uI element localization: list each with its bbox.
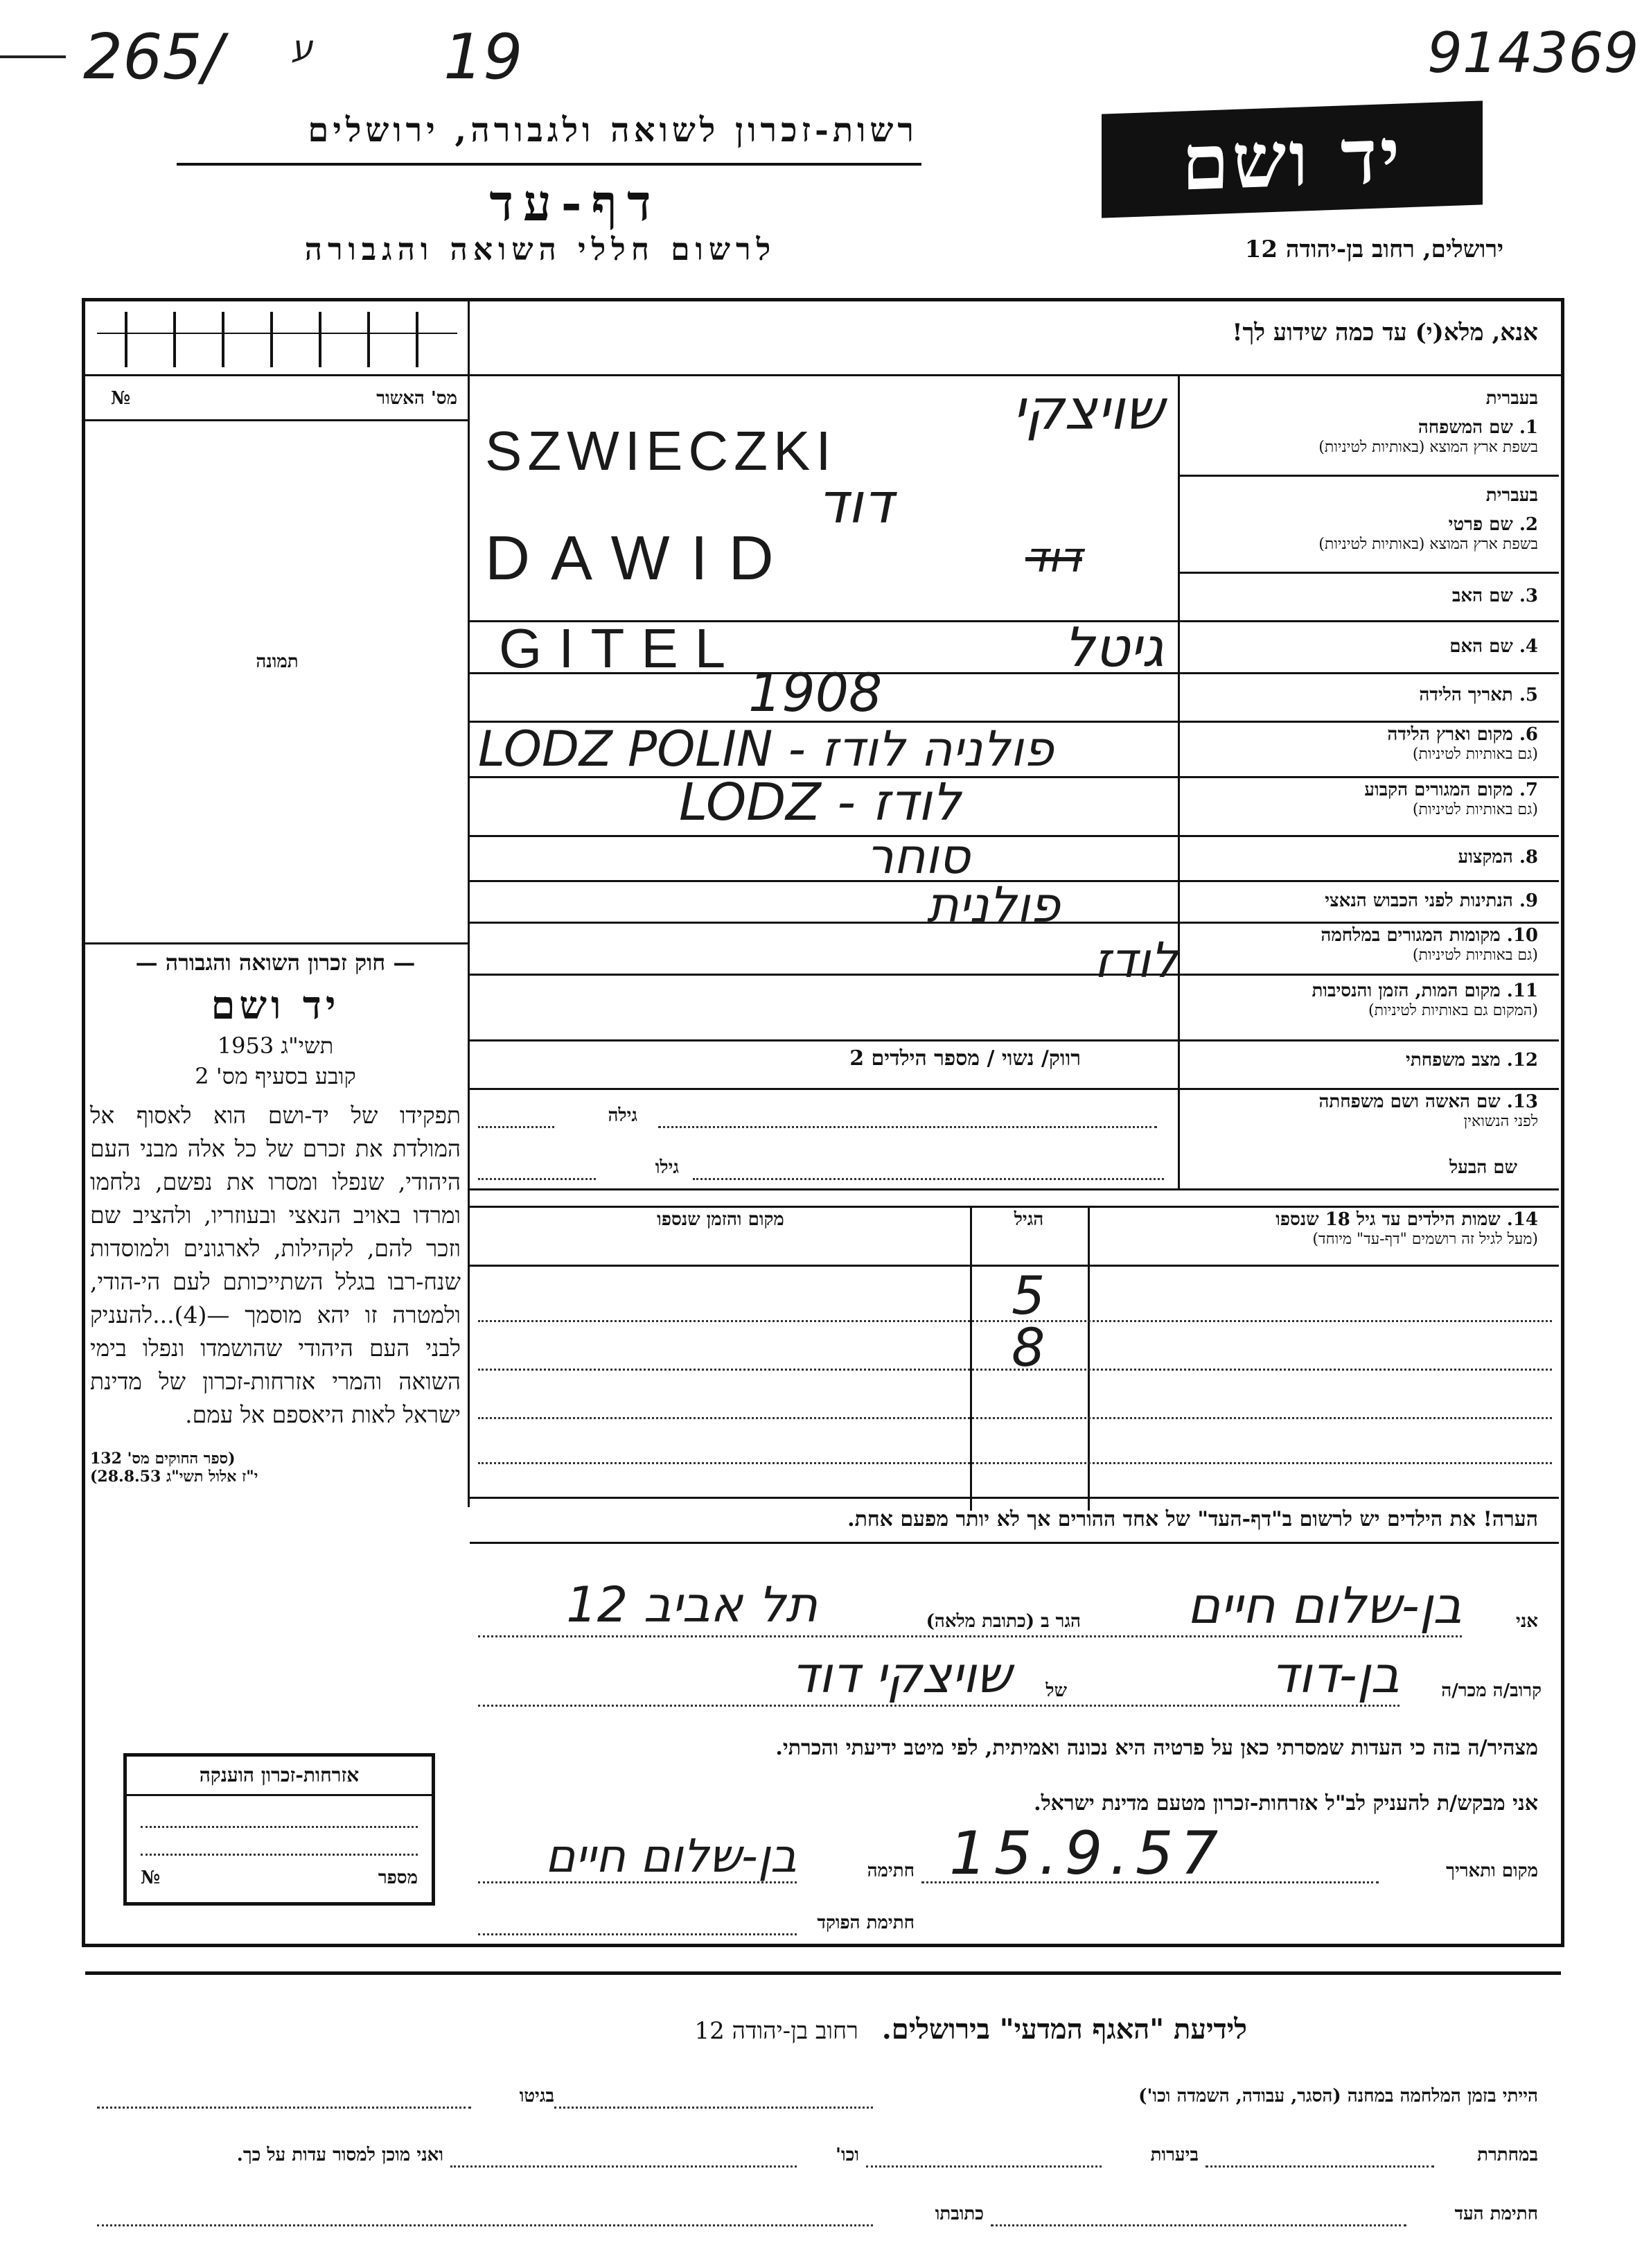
field-5-label: 5. תאריך הלידה (1419, 685, 1538, 705)
field-1-num: 1. (1519, 417, 1538, 438)
field-7-label: 7. מקום המגורים הקבוע (גם באותיות לטיניות) (1364, 780, 1538, 818)
decl-signature-value[interactable]: בן-שלום חיים (545, 1829, 797, 1883)
decl-subject-value[interactable]: שויצקי דוד (791, 1646, 1012, 1704)
field-2-value-latin[interactable]: DAWID (485, 524, 795, 593)
husband-name-line (693, 1178, 1164, 1180)
field-13-label: 13. שם האשה ושם משפחתה לפני הנשואין (1318, 1091, 1538, 1130)
row-line-1 (1178, 475, 1559, 477)
decl-clerk-line (478, 1933, 797, 1935)
row-line-14 (470, 1206, 1559, 1208)
field-6-label: 6. מקום וארץ הלידה (גם באותיות לטיניות) (1387, 724, 1538, 763)
field-7-value[interactable]: LODZ - לודז (679, 773, 961, 832)
field-1-sub: בשפת ארץ המוצא (באותיות לטיניות) (1318, 439, 1538, 456)
yad-vashem-logo (1102, 100, 1483, 218)
husband-age-line (478, 1178, 596, 1180)
law-section: קובע בסעיף מס' 2 (195, 1063, 356, 1089)
authority-title: רשות-זכרון לשואה ולגבורה, ירושלים (308, 111, 918, 150)
children-row-4 (478, 1462, 1552, 1464)
header-address: ירושלים, רחוב בן-יהודה 12 (1244, 236, 1503, 263)
field-1-hebrew-tag: בעברית (1485, 388, 1538, 409)
footer-line3-b: כתובתו (935, 2204, 984, 2224)
footer-line2-dot-a (1206, 2165, 1434, 2168)
footer-line1-dot-a (554, 2107, 873, 2109)
footer-line3-dot-b (97, 2224, 873, 2226)
children-label: 14. שמות הילדים עד גיל 18 שנספו (מעל לגיל זה רושמים "דף-עד" מיוחד) (1275, 1209, 1538, 1248)
wife-age-label: גילה (608, 1105, 637, 1126)
logo-text: יד ושם (1181, 110, 1403, 208)
label-column-divider (1178, 374, 1180, 1188)
receipt-row-bottom (85, 419, 470, 421)
children-place-header: מקום והזמן שנספו (657, 1209, 784, 1230)
children-row-3 (478, 1417, 1552, 1419)
children-age-header: הגיל (1014, 1209, 1044, 1230)
citizenship-no-sign: № (141, 1867, 161, 1888)
footer-line2-b: ביערות (1150, 2145, 1199, 2165)
field-2-value-extra[interactable]: דוד (1025, 534, 1082, 582)
field-9-label: 9. הנתינות לפני הכבוש הנאצי (1325, 890, 1538, 911)
row-line-11 (470, 1039, 1559, 1041)
annotation-top-mid: 19 (443, 21, 523, 94)
field-3-label: 3. שם האב (1451, 586, 1538, 606)
note-row-top (470, 1497, 1559, 1499)
field-1-title: שם המשפחה (1418, 417, 1513, 438)
citizenship-number: מספר (378, 1867, 418, 1888)
footer-title-text: לידיעת "האגף המדעי" בירושלים. (881, 2013, 1247, 2046)
decl-line-1 (478, 1635, 1462, 1637)
decl-date-line (921, 1881, 1379, 1883)
footer-title (485, 2013, 1247, 2046)
decl-residing: הגר ב (כתובת מלאה) (926, 1611, 1081, 1632)
decl-clerk-label: חתימת הפוקד (817, 1913, 915, 1933)
annotation-dash (0, 55, 66, 58)
row-line-13 (470, 1188, 1559, 1190)
row-line-2 (1178, 572, 1559, 574)
decl-of-value[interactable]: בן-דוד (1271, 1646, 1400, 1704)
decl-request: אני מבקש/ת להעניק לב"ל אזרחות-זכרון מטעם מדינת ישראל. (1034, 1791, 1538, 1816)
law-year: תשי"ג 1953 (217, 1032, 334, 1059)
photo-box-bottom (85, 942, 470, 944)
citizenship-title: אזרחות-זכרון הוענקה (127, 1757, 432, 1796)
note-text: הערה! את הילדים יש לרשום ב"דף-העד" של אחד ההורים אך לא יותר מפעם אחת. (847, 1507, 1538, 1531)
authority-underline (177, 163, 921, 166)
left-column-divider (468, 301, 470, 1507)
decl-line-2 (478, 1705, 1400, 1707)
field-2-value-hebrew[interactable]: דוד (818, 471, 894, 536)
footer-line2-d: ואני מוכן למסור עדות על כך. (236, 2145, 443, 2165)
row-line-7 (470, 835, 1559, 837)
field-10-label: 10. מקומות המגורים במלחמה (גם באותיות לטיניות) (1321, 925, 1538, 964)
child-2-age[interactable]: 8 (1012, 1317, 1045, 1378)
annotation-top-right: 914369 (1427, 21, 1639, 85)
decl-ani: אני (1516, 1611, 1538, 1632)
field-9-value[interactable]: פולנית (926, 877, 1060, 933)
field-4-label: 4. שם האם (1449, 636, 1538, 657)
row-line-12 (470, 1088, 1559, 1090)
decl-relative: קרוב/ה מכר/ה (1441, 1680, 1542, 1701)
field-1-value-hebrew[interactable]: שויצקי (1012, 378, 1164, 442)
receipt-number-label: מס' האשור (376, 388, 457, 409)
form-subtitle: לרשום חללי השואה והגבורה (304, 232, 777, 267)
field-1-value-latin[interactable]: SZWIECZKI (485, 420, 837, 482)
footer-line1-a: הייתי בזמן המלחמה במחנה (הסגר, עבודה, השמדה וכו') (1138, 2086, 1538, 2107)
field-8-label: 8. המקצוע (1458, 847, 1538, 868)
field-2-hebrew-tag: בעברית (1485, 485, 1538, 506)
footer-line3-dot-a (991, 2224, 1406, 2226)
field-3-value[interactable]: GITEL (499, 617, 743, 679)
field-8-value[interactable]: סוחר (866, 828, 970, 885)
law-footnote-1: (ספר החוקים מס' 132 (90, 1450, 236, 1468)
instruction-text: אנא, מלא(י) עד כמה שידוע לך! (1232, 319, 1538, 346)
annotation-top-left-mark: ע (291, 28, 313, 68)
form-title: דף-עד (489, 173, 661, 232)
field-2-label (1185, 485, 1538, 553)
footer-line2-dot-b (866, 2165, 1102, 2168)
receipt-no-sign: № (111, 388, 131, 409)
field-5-value[interactable]: 1908 (748, 662, 883, 723)
decl-signature-line (478, 1881, 797, 1883)
footer-line2-c: וכו' (836, 2145, 859, 2165)
decl-statement: מצהיר/ה בזה כי העדות שמסרתי כאן על פרטיה היא נכונה ואמיתית, לפי מיטב ידיעתי והכרתי. (775, 1736, 1538, 1760)
field-2-sub: בשפת ארץ המוצא (באותיות לטיניות) (1318, 536, 1538, 553)
decl-date-value[interactable]: 15.9.57 (949, 1819, 1226, 1888)
field-12-label: 12. מצב משפחתי (1406, 1050, 1538, 1071)
footer-divider (85, 1971, 1561, 1975)
child-1-age[interactable]: 5 (1012, 1265, 1045, 1326)
note-row-bottom (470, 1542, 1559, 1544)
photo-label: תמונה (256, 651, 299, 672)
husband-label: שם הבעל (1449, 1157, 1517, 1178)
footer-line1-dot-b (97, 2107, 471, 2109)
footer-line2-a: במחתרת (1477, 2145, 1538, 2165)
field-6-value[interactable]: LODZ POLIN - פולניה לודז (478, 721, 1054, 777)
field-11-label: 11. מקום המות, הזמן והנסיבות (המקום גם באותיות לטיניות) (1312, 981, 1538, 1019)
wife-age-line (478, 1126, 554, 1128)
footer-address: רחוב בן-יהודה 12 (694, 2017, 858, 2045)
husband-age-label: גילו (655, 1157, 679, 1178)
field-10-value[interactable]: לודז (1093, 932, 1178, 989)
field-4-value[interactable]: גיטל (1063, 617, 1164, 679)
children-col-1 (1088, 1206, 1090, 1511)
law-box (90, 949, 461, 1486)
receipt-boxes (97, 312, 457, 367)
law-text: תפקידו של יד-ושם הוא לאסוף אל המולדת את זכרם של כל אלה מבני העם היהודי, שנפלו ומסרו את נפשם, נלחמו ומרדו באויב הנאצי ובעוזריו, ולהציב שם וזכר להם, לקהילות, לארגונים ולמוסדות שנח-רבו בגלל השתייכותם לעם הי-הודי, ולמטרה זו יהא מוסמך —(4)...להעניק לבני העם היהודי שהושמדו ונפלו בימי השואה והמרי אזרחות-זכרון של מדינת ישראל לאות היאספם אל עמם. (90, 1102, 461, 1428)
field-12-value[interactable]: רווק/ נשוי / מספר הילדים 2 (849, 1046, 1081, 1071)
field-2-title: שם פרטי (1448, 514, 1513, 535)
children-col-2 (970, 1206, 972, 1511)
decl-place-date-label: מקום ותאריך (1446, 1861, 1538, 1881)
wife-name-line (658, 1126, 1157, 1128)
instruction-row-bottom (85, 374, 1561, 376)
decl-of: של (1045, 1680, 1067, 1701)
decl-name-value[interactable]: בן-שלום חיים (1187, 1576, 1462, 1635)
law-title: — חוק זכרון השואה והגבורה — (135, 949, 416, 976)
annotation-top-left: 265/ (83, 21, 224, 94)
footer-line1-b: בגיטו (519, 2086, 554, 2107)
footer-line3-a: חתימת העד (1454, 2204, 1538, 2224)
citizenship-box (123, 1753, 435, 1906)
footer-line2-dot-c (450, 2165, 797, 2168)
decl-signature-label: חתימה (867, 1861, 915, 1881)
field-1-label (1185, 388, 1538, 456)
law-footnote-2: י"ז אלול תשי"ג 28.8.53) (90, 1468, 258, 1486)
decl-address-value[interactable]: תל אביב 12 (566, 1576, 818, 1633)
field-2-num: 2. (1519, 514, 1538, 535)
law-name: יד ושם (211, 983, 340, 1028)
